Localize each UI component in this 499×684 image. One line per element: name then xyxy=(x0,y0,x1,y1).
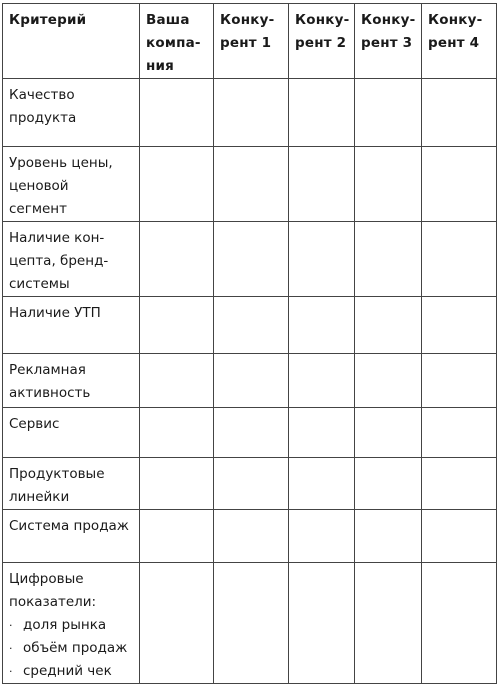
cell-competitor-4[interactable] xyxy=(422,222,497,297)
cell-competitor-4[interactable] xyxy=(422,408,497,458)
row-label-text: продукта xyxy=(9,110,77,126)
row-label-text: Рекламная xyxy=(9,362,86,378)
cell-competitor-3[interactable] xyxy=(355,297,422,354)
header-text: Конку- xyxy=(428,12,483,28)
table-row xyxy=(3,510,497,563)
row-label-text: Система продаж xyxy=(9,518,129,534)
row-label-text: Цифровые xyxy=(9,571,84,587)
header-text: рент 1 xyxy=(220,35,272,51)
table-row xyxy=(3,354,497,408)
cell-competitor-1[interactable] xyxy=(214,222,289,297)
cell-competitor-3[interactable] xyxy=(355,147,422,222)
competitor-comparison-table xyxy=(2,3,497,684)
row-label xyxy=(3,408,140,458)
cell-competitor-4[interactable] xyxy=(422,458,497,510)
header-text: рент 4 xyxy=(428,35,480,51)
header-text: рент 3 xyxy=(361,35,413,51)
header-competitor-1 xyxy=(214,4,289,79)
cell-competitor-2[interactable] xyxy=(289,297,355,354)
bullet-item xyxy=(9,637,133,660)
cell-competitor-1[interactable] xyxy=(214,297,289,354)
bullet-text: средний чек xyxy=(23,663,112,679)
header-text: ния xyxy=(146,58,175,74)
row-label-text: ценовой xyxy=(9,178,69,194)
table-row xyxy=(3,79,497,147)
row-label xyxy=(3,79,140,147)
cell-competitor-4[interactable] xyxy=(422,354,497,408)
row-label-text: Уровень цены, xyxy=(9,155,113,171)
header-your-company xyxy=(140,4,214,79)
cell-competitor-2[interactable] xyxy=(289,510,355,563)
cell-competitor-3[interactable] xyxy=(355,458,422,510)
cell-competitor-3[interactable] xyxy=(355,354,422,408)
bullet-item xyxy=(9,660,133,683)
cell-your-company[interactable] xyxy=(140,354,214,408)
cell-competitor-4[interactable] xyxy=(422,297,497,354)
cell-competitor-1[interactable] xyxy=(214,354,289,408)
header-text: Конку- xyxy=(220,12,275,28)
cell-competitor-4[interactable] xyxy=(422,510,497,563)
cell-competitor-2[interactable] xyxy=(289,79,355,147)
cell-your-company[interactable] xyxy=(140,222,214,297)
bullet-icon: · xyxy=(9,665,13,678)
row-label-text: Наличие кон- xyxy=(9,230,105,246)
row-label xyxy=(3,222,140,297)
cell-your-company[interactable] xyxy=(140,510,214,563)
row-label xyxy=(3,458,140,510)
header-text: Критерий xyxy=(9,12,87,28)
cell-competitor-2[interactable] xyxy=(289,354,355,408)
table-row xyxy=(3,408,497,458)
cell-competitor-2[interactable] xyxy=(289,563,355,684)
row-label xyxy=(3,510,140,563)
cell-competitor-1[interactable] xyxy=(214,458,289,510)
cell-competitor-3[interactable] xyxy=(355,563,422,684)
row-label-text: цепта, бренд- xyxy=(9,253,109,269)
bullet-icon: · xyxy=(9,642,13,655)
row-label-text: Наличие УТП xyxy=(9,305,101,321)
header-criterion xyxy=(3,4,140,79)
table-row xyxy=(3,297,497,354)
cell-your-company[interactable] xyxy=(140,563,214,684)
table-row xyxy=(3,563,497,684)
header-competitor-3 xyxy=(355,4,422,79)
cell-competitor-1[interactable] xyxy=(214,408,289,458)
row-label xyxy=(3,563,140,684)
header-text: рент 2 xyxy=(295,35,347,51)
cell-competitor-3[interactable] xyxy=(355,222,422,297)
cell-competitor-3[interactable] xyxy=(355,79,422,147)
row-label xyxy=(3,147,140,222)
cell-competitor-1[interactable] xyxy=(214,510,289,563)
cell-your-company[interactable] xyxy=(140,79,214,147)
cell-competitor-2[interactable] xyxy=(289,458,355,510)
row-label-text: показатели: xyxy=(9,594,97,610)
cell-your-company[interactable] xyxy=(140,147,214,222)
bullet-text: доля рынка xyxy=(23,617,107,633)
cell-competitor-4[interactable] xyxy=(422,563,497,684)
header-text: компа- xyxy=(146,35,201,51)
cell-competitor-4[interactable] xyxy=(422,147,497,222)
table-row xyxy=(3,222,497,297)
row-label-text: системы xyxy=(9,276,70,292)
row-label xyxy=(3,297,140,354)
row-label-text: Продуктовые xyxy=(9,466,105,482)
header-text: Конку- xyxy=(295,12,350,28)
row-label-text: сегмент xyxy=(9,201,68,217)
cell-competitor-1[interactable] xyxy=(214,563,289,684)
cell-your-company[interactable] xyxy=(140,458,214,510)
cell-competitor-3[interactable] xyxy=(355,408,422,458)
row-label xyxy=(3,354,140,408)
bullet-item xyxy=(9,614,133,637)
cell-your-company[interactable] xyxy=(140,297,214,354)
header-competitor-2 xyxy=(289,4,355,79)
header-text: Ваша xyxy=(146,12,190,28)
cell-competitor-2[interactable] xyxy=(289,222,355,297)
cell-competitor-2[interactable] xyxy=(289,408,355,458)
table-row xyxy=(3,458,497,510)
bullet-icon: · xyxy=(9,619,13,632)
row-label-text: активность xyxy=(9,385,91,401)
bullet-text: объём продаж xyxy=(23,640,128,656)
cell-competitor-2[interactable] xyxy=(289,147,355,222)
cell-competitor-1[interactable] xyxy=(214,79,289,147)
table-row xyxy=(3,147,497,222)
header-row xyxy=(3,4,497,79)
row-label-text: Сервис xyxy=(9,416,60,432)
cell-competitor-4[interactable] xyxy=(422,79,497,147)
row-label-text: линейки xyxy=(9,489,70,505)
cell-your-company[interactable] xyxy=(140,408,214,458)
header-competitor-4 xyxy=(422,4,497,79)
row-label-text: Качество xyxy=(9,87,75,103)
cell-competitor-1[interactable] xyxy=(214,147,289,222)
cell-competitor-3[interactable] xyxy=(355,510,422,563)
header-text: Конку- xyxy=(361,12,416,28)
